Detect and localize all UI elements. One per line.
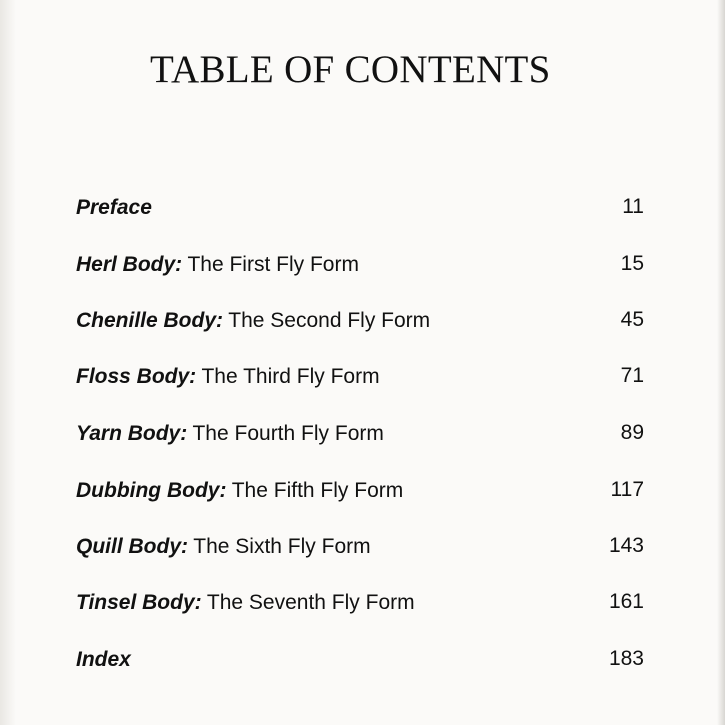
toc-entry-page-number: 11 bbox=[622, 195, 644, 218]
page-edge-shadow bbox=[717, 0, 725, 725]
toc-entry-title: Index bbox=[76, 648, 131, 671]
toc-entry-subtitle: The Seventh Fly Form bbox=[206, 591, 415, 614]
toc-entry-subtitle: The Fifth Fly Form bbox=[231, 479, 404, 502]
toc-entry-floss-body[interactable] bbox=[76, 364, 644, 392]
page-title: TABLE OF CONTENTS bbox=[150, 48, 551, 91]
toc-entry-herl-body[interactable] bbox=[76, 252, 644, 280]
toc-entry-subtitle: The Fourth Fly Form bbox=[192, 422, 384, 445]
toc-entry-subtitle: The Third Fly Form bbox=[201, 365, 380, 388]
toc-entry-tinsel-body[interactable] bbox=[76, 590, 644, 618]
toc-entry-title: Preface bbox=[76, 196, 152, 219]
toc-entry-page-number: 143 bbox=[608, 534, 644, 557]
toc-entry-page-number: 183 bbox=[608, 647, 644, 670]
toc-entry-title: Dubbing Body: bbox=[76, 479, 227, 502]
toc-entry-chenille-body[interactable] bbox=[76, 308, 644, 336]
toc-entry-title: Tinsel Body: bbox=[76, 591, 202, 614]
toc-entry-title: Yarn Body: bbox=[76, 422, 188, 445]
toc-entry-title: Chenille Body: bbox=[76, 309, 224, 332]
toc-entry-page-number: 89 bbox=[620, 421, 644, 444]
page-gutter-shadow bbox=[0, 0, 16, 725]
toc-entry-page-number: 71 bbox=[620, 364, 644, 387]
toc-entry-page-number: 117 bbox=[610, 478, 644, 501]
toc-entry-dubbing-body[interactable] bbox=[76, 478, 644, 506]
toc-entry-title: Floss Body: bbox=[76, 365, 197, 388]
toc-entry-yarn-body[interactable] bbox=[76, 421, 644, 449]
toc-entry-preface[interactable] bbox=[76, 195, 644, 223]
toc-entry-page-number: 15 bbox=[620, 252, 644, 275]
toc-entry-subtitle: The Second Fly Form bbox=[228, 309, 431, 332]
toc-entry-title: Quill Body: bbox=[76, 535, 188, 558]
toc-entry-index[interactable] bbox=[76, 647, 644, 675]
toc-entry-subtitle: The First Fly Form bbox=[187, 253, 359, 276]
toc-entry-subtitle: The Sixth Fly Form bbox=[193, 535, 371, 558]
toc-entry-page-number: 161 bbox=[608, 590, 644, 613]
toc-entry-page-number: 45 bbox=[620, 308, 644, 331]
toc-entry-title: Herl Body: bbox=[76, 253, 183, 276]
toc-entry-quill-body[interactable] bbox=[76, 534, 644, 562]
